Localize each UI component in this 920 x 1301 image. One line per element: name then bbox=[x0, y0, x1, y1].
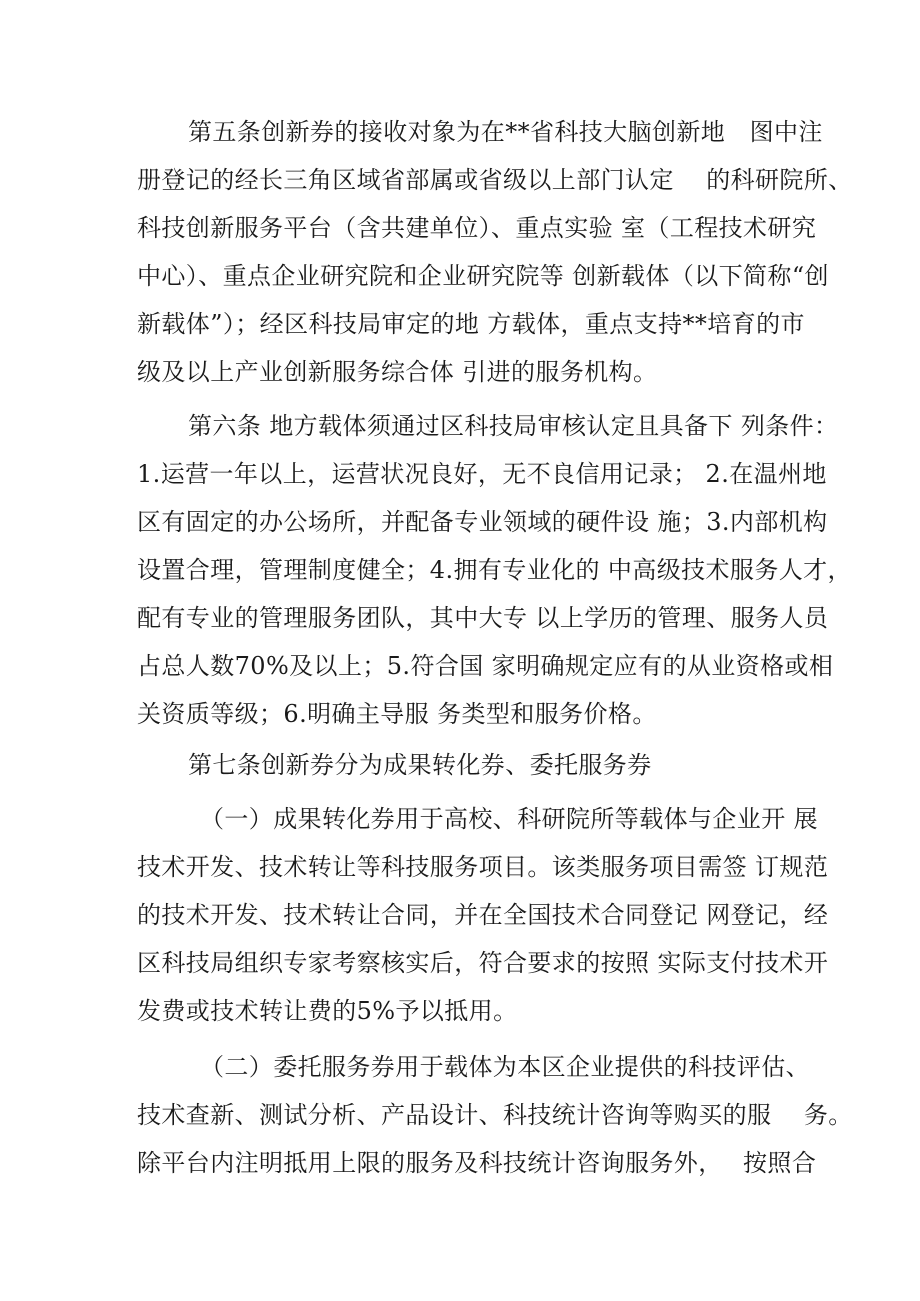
item-1-line-4: 区科技局组织专家考察核实后，符合要求的按照 实际支付技术开 bbox=[137, 949, 829, 977]
item-1-line-3: 的技术开发、技术转让合同，并在全国技术合同登记 网登记，经 bbox=[137, 901, 829, 929]
item-1-line-1: （一）成果转化券用于高校、科研院所等载体与企业开 展 bbox=[200, 805, 819, 833]
article-5-line-3: 科技创新服务平台（含共建单位）、重点实验 室（工程技术研究 bbox=[137, 214, 817, 242]
article-5-line-5: 新载体”）；经区科技局审定的地 方载体，重点支持**培育的市 bbox=[137, 310, 805, 338]
item-1-line-5: 发费或技术转让费的5%予以抵用。 bbox=[137, 997, 518, 1025]
article-6-line-2: 1.运营一年以上，运营状况良好，无不良信用记录； 2.在温州地 bbox=[137, 460, 827, 488]
article-6-line-5: 配有专业的管理服务团队，其中大专 以上学历的管理、服务人员 bbox=[137, 604, 829, 632]
article-6-line-4: 设置合理，管理制度健全；4.拥有专业化的 中高级技术服务人才， bbox=[137, 556, 852, 584]
article-5-line-6: 级及以上产业创新服务综合体 引进的服务机构。 bbox=[137, 358, 658, 386]
item-2-line-1: （二）委托服务券用于载体为本区企业提供的科技评估、 bbox=[200, 1053, 810, 1081]
article-6-line-3: 区有固定的办公场所，并配备专业领域的硬件设 施；3.内部机构 bbox=[137, 508, 828, 536]
article-5-line-1: 第五条创新券的接收对象为在**省科技大脑创新地 图中注 bbox=[188, 118, 823, 146]
item-2-line-2: 技术查新、测试分析、产品设计、科技统计咨询等购买的服 务。 bbox=[137, 1101, 853, 1129]
article-6-line-6: 占总人数70%及以上；5.符合国 家明确规定应有的从业资格或相 bbox=[137, 652, 834, 680]
article-5-line-2: 册登记的经长三角区域省部属或省级以上部门认定 的科研院所、 bbox=[137, 166, 853, 194]
article-5-line-4: 中心）、重点企业研究院和企业研究院等 创新载体（以下简称“创 bbox=[137, 262, 829, 290]
article-6-line-1: 第六条 地方载体须通过区科技局审核认定且具备下 列条件： bbox=[188, 412, 839, 440]
article-7-line-1: 第七条创新券分为成果转化券、委托服务券 bbox=[188, 751, 652, 779]
article-6-line-7: 关资质等级；6.明确主导服 务类型和服务价格。 bbox=[137, 700, 657, 728]
item-2-line-3: 除平台内注明抵用上限的服务及科技统计咨询服务外， 按照合 bbox=[137, 1149, 817, 1177]
item-1-line-2: 技术开发、技术转让等科技服务项目。该类服务项目需签 订规范 bbox=[137, 853, 829, 881]
